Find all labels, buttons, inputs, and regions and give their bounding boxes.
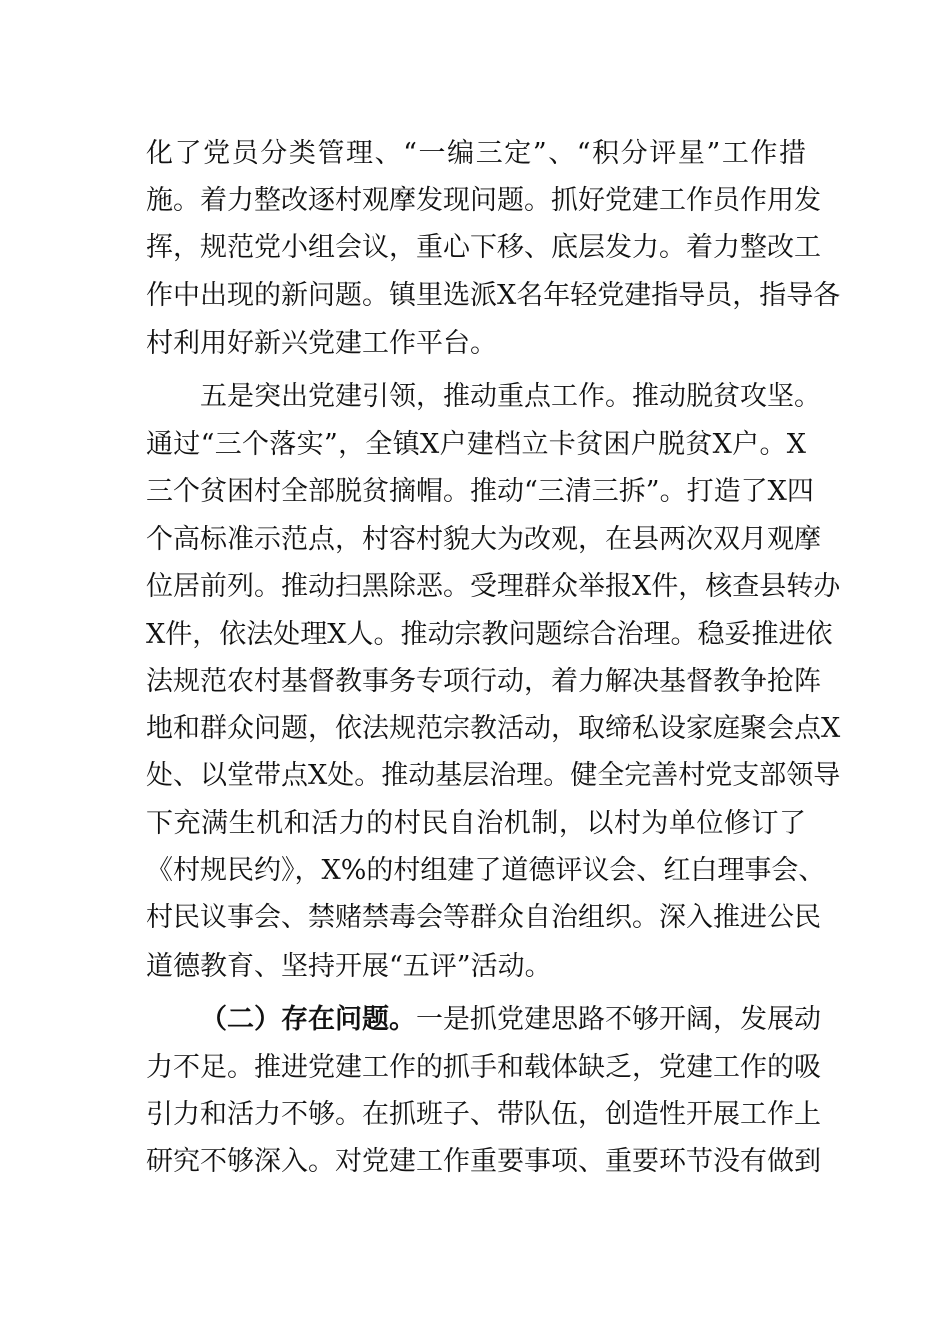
paragraph-line: 三个贫困村全部脱贫摘帽。推动“三清三拆”。打造了X四 [146, 476, 814, 507]
paragraph-line: 下充满生机和活力的村民自治机制，以村为单位修订了 [146, 808, 806, 839]
paragraph-line: 通过“三个落实”，全镇X户建档立卡贫困户脱贫X户。X [146, 429, 806, 460]
paragraph-line: X件，依法处理X人。推动宗教问题综合治理。稳妥推进依 [146, 619, 833, 650]
paragraph-line: 地和群众问题，依法规范宗教活动，取缔私设家庭聚会点X [146, 713, 841, 744]
paragraph-line: 力不足。推进党建工作的抓手和载体缺乏，党建工作的吸 [146, 1052, 821, 1083]
paragraph-line: 研究不够深入。对党建工作重要事项、重要环节没有做到 [146, 1146, 821, 1177]
paragraph-line: 村利用好新兴党建工作平台。 [146, 328, 497, 359]
paragraph-line: 道德教育、坚持开展“五评”活动。 [146, 951, 552, 982]
paragraph-line: 位居前列。推动扫黑除恶。受理群众举报X件，核查县转办 [146, 571, 841, 602]
paragraph-line: 化了党员分类管理、“一编三定”、“积分评星”工作措 [146, 138, 806, 169]
paragraph-line: 五是突出党建引领，推动重点工作。推动脱贫攻坚。 [200, 381, 821, 412]
paragraph-line: 处、以堂带点X处。推动基层治理。健全完善村党支部领导 [146, 760, 841, 791]
paragraph-line: 挥，规范党小组会议，重心下移、底层发力。着力整改工 [146, 232, 821, 263]
paragraph-line: 施。着力整改逐村观摩发现问题。抓好党建工作员作用发 [146, 185, 821, 216]
section-heading: （二）存在问题。 [200, 1004, 416, 1035]
paragraph-line: 村民议事会、禁赌禁毒会等群众自治组织。深入推进公民 [146, 902, 821, 933]
paragraph-line: 法规范农村基督教事务专项行动，着力解决基督教争抢阵 [146, 666, 821, 697]
paragraph-line: 作中出现的新问题。镇里选派X名年轻党建指导员，指导各 [146, 280, 841, 311]
paragraph-line: 引力和活力不够。在抓班子、带队伍，创造性开展工作上 [146, 1099, 821, 1130]
section-first-line [200, 1000, 821, 1040]
paragraph-line: 个高标准示范点，村容村貌大为改观，在县两次双月观摩 [146, 524, 821, 555]
paragraph-line: 《村规民约》，X%的村组建了道德评议会、红白理事会、 [146, 855, 826, 886]
section-first-line-text: 一是抓党建思路不够开阔，发展动 [416, 1004, 821, 1035]
